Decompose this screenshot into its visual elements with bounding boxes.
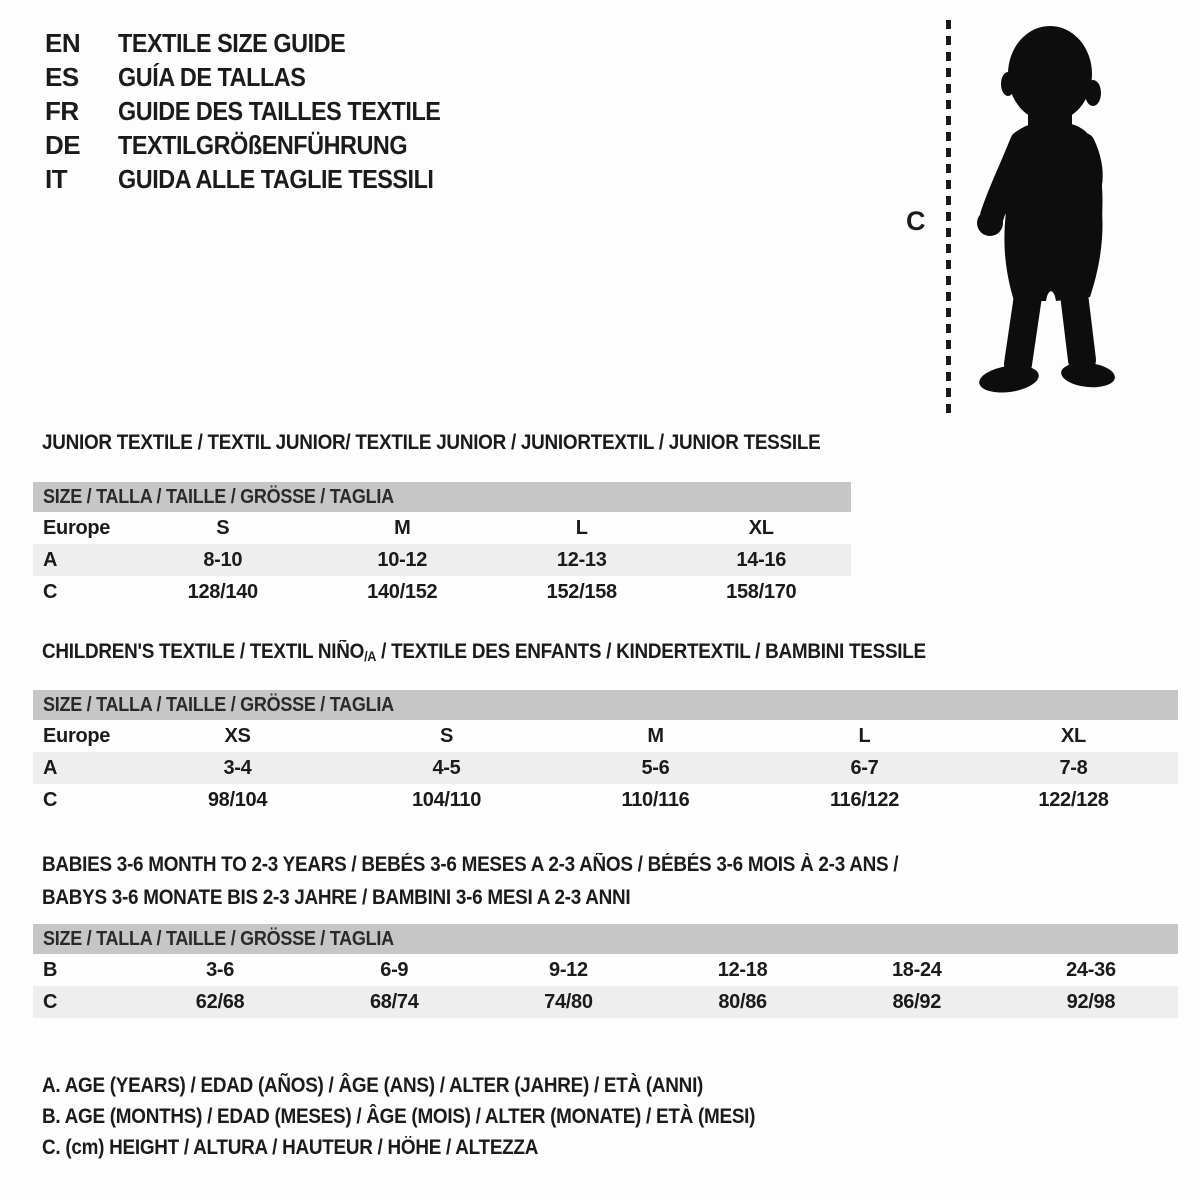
cell-value: 6-7	[850, 756, 879, 779]
babies-section-title: BABIES 3-6 MONTH TO 2-3 YEARS / BEBÉS 3-6 MESES A 2-3 AÑOS / BÉBÉS 3-6 MOIS À 2-3 ANS / BABYS 3-6 MONATE BIS 2-3 JAHRE / BAMBINI 3-6 MESI A 2-3 ANNI	[42, 853, 899, 909]
cell-value: 92/98	[1066, 990, 1116, 1013]
language-code: EN	[45, 27, 81, 58]
language-row-fr	[45, 94, 476, 128]
baby-silhouette	[962, 12, 1142, 418]
cell-value: M	[394, 516, 411, 539]
children-size-table	[33, 690, 1178, 816]
table-row	[33, 784, 1178, 816]
cell-value: 80/86	[718, 990, 767, 1013]
row-label: Europe	[43, 516, 111, 539]
cell-value: 62/68	[195, 990, 245, 1013]
cell-value: S	[216, 516, 230, 539]
cell-value: 104/110	[411, 788, 482, 811]
cell-value: 8-10	[203, 548, 243, 571]
language-label: GUIDA ALLE TAGLIE TESSILI	[118, 163, 434, 194]
table-row	[33, 576, 851, 608]
nino-a-subscript: /A	[364, 648, 377, 664]
cell-value: L	[575, 516, 588, 539]
legend-line-b: B. AGE (MONTHS) / EDAD (MESES) / ÂGE (MOIS) / ALTER (MONATE) / ETÀ (MESI)	[42, 1105, 756, 1128]
row-label: C	[43, 580, 58, 603]
table-row	[33, 752, 1178, 784]
cell-value: XL	[748, 516, 774, 539]
cell-value: XS	[224, 724, 251, 747]
cell-value: 122/128	[1038, 788, 1109, 811]
children-section-title: CHILDREN'S TEXTILE / TEXTIL NIÑO/A / TEXTILE DES ENFANTS / KINDERTEXTIL / BAMBINI TESSILE	[42, 640, 926, 664]
table-row	[33, 544, 851, 576]
junior-size-table	[33, 482, 851, 608]
language-code: ES	[45, 61, 79, 92]
cell-value: 158/170	[726, 580, 797, 603]
language-code: DE	[45, 129, 81, 160]
language-label: GUÍA DE TALLAS	[118, 61, 306, 92]
row-label: C	[43, 990, 58, 1013]
language-code: IT	[45, 163, 68, 194]
row-label: A	[43, 548, 58, 571]
language-row-de	[45, 128, 476, 162]
cell-value: 18-24	[891, 958, 942, 981]
junior-section-title: JUNIOR TEXTILE / TEXTIL JUNIOR/ TEXTILE JUNIOR / JUNIORTEXTIL / JUNIOR TESSILE	[42, 431, 821, 454]
size-table-header: SIZE / TALLA / TAILLE / GRÖSSE / TAGLIA	[33, 690, 1178, 720]
cell-value: 24-36	[1066, 958, 1116, 981]
language-label: GUIDE DES TAILLES TEXTILE	[118, 95, 441, 126]
cell-value: 152/158	[546, 580, 617, 603]
row-label: B	[43, 958, 58, 981]
language-label: TEXTILE SIZE GUIDE	[118, 27, 346, 58]
table-row	[33, 954, 1178, 986]
language-code: FR	[45, 95, 79, 126]
legend-line-a: A. AGE (YEARS) / EDAD (AÑOS) / ÂGE (ANS) / ALTER (JAHRE) / ETÀ (ANNI)	[42, 1074, 704, 1097]
language-row-it	[45, 162, 476, 196]
cell-value: 74/80	[544, 990, 593, 1013]
cell-value: 12-13	[556, 548, 607, 571]
table-row	[33, 986, 1178, 1018]
cell-value: 98/104	[207, 788, 268, 811]
cell-value: XL	[1061, 724, 1086, 747]
cell-value: 5-6	[641, 756, 670, 779]
size-table-header: SIZE / TALLA / TAILLE / GRÖSSE / TAGLIA	[33, 924, 1178, 954]
cell-value: 86/92	[892, 990, 942, 1013]
cell-value: 3-6	[206, 958, 235, 981]
row-label: A	[43, 756, 58, 779]
legend-line-c: C. (cm) HEIGHT / ALTURA / HAUTEUR / HÖHE / ALTEZZA	[42, 1136, 539, 1159]
cell-value: L	[858, 724, 871, 747]
dashed-measure-line	[946, 20, 951, 416]
cell-value: 110/116	[621, 788, 690, 811]
language-label: TEXTILGRÖßENFÜHRUNG	[118, 129, 408, 160]
cell-value: M	[647, 724, 664, 747]
cell-value: 12-18	[717, 958, 768, 981]
height-measure-label: C	[906, 206, 926, 236]
language-row-es	[45, 60, 476, 94]
babies-size-table	[33, 924, 1178, 1018]
cell-value: 68/74	[369, 990, 419, 1013]
cell-value: 14-16	[736, 548, 787, 571]
cell-value: 140/152	[367, 580, 438, 603]
cell-value: S	[439, 724, 454, 747]
cell-value: 7-8	[1059, 756, 1088, 779]
row-label: Europe	[43, 724, 111, 747]
table-row	[33, 720, 1178, 752]
legend	[42, 1070, 834, 1163]
cell-value: 3-4	[223, 756, 252, 779]
cell-value: 116/122	[829, 788, 900, 811]
cell-value: 128/140	[187, 580, 258, 603]
cell-value: 6-9	[380, 958, 409, 981]
size-table-header: SIZE / TALLA / TAILLE / GRÖSSE / TAGLIA	[33, 482, 851, 512]
language-row-en	[45, 26, 476, 60]
cell-value: 10-12	[377, 548, 428, 571]
row-label: C	[43, 788, 58, 811]
cell-value: 4-5	[432, 756, 461, 779]
table-row	[33, 512, 851, 544]
cell-value: 9-12	[549, 958, 588, 981]
language-list	[45, 26, 476, 196]
